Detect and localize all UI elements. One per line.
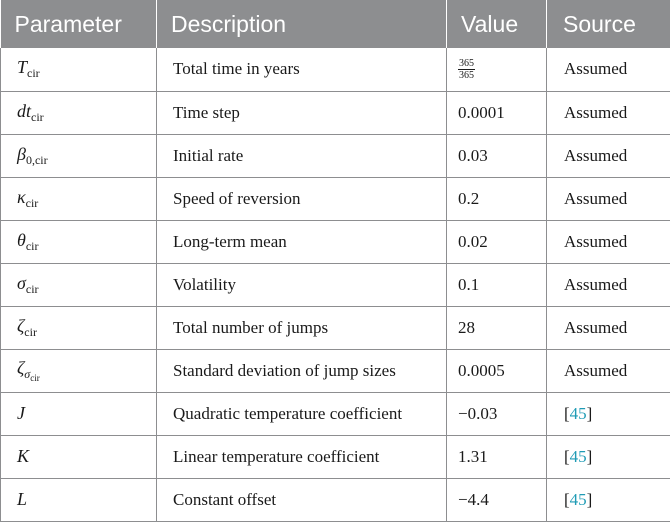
value-cell: 0.2 [447, 177, 547, 220]
nested-subscript: cir [30, 373, 40, 383]
value-cell: 1.31 [447, 435, 547, 478]
fraction-numerator: 365 [459, 57, 474, 69]
description-cell: Time step [157, 91, 447, 134]
description-cell: Speed of reversion [157, 177, 447, 220]
source-cell: Assumed [547, 177, 670, 220]
source-cell: Assumed [547, 91, 670, 134]
value-cell: 0.03 [447, 134, 547, 177]
symbol-subscript: cir [24, 324, 37, 339]
table-row [1, 306, 670, 349]
table-row [1, 392, 670, 435]
value-cell: 0.02 [447, 220, 547, 263]
parameter-cell [1, 349, 157, 392]
parameter-cell [1, 435, 157, 478]
symbol-subscript [24, 367, 39, 381]
reference-link[interactable]: 45 [569, 403, 587, 423]
table-row [1, 177, 670, 220]
symbol-subscript: 0,cir [25, 152, 48, 167]
table-row [1, 263, 670, 306]
description-cell: Initial rate [157, 134, 447, 177]
value-cell: 0.1 [447, 263, 547, 306]
bracket-open: [ [564, 489, 570, 509]
bracket-close: ] [586, 489, 593, 509]
value-cell: 0.0005 [447, 349, 547, 392]
value-cell: −0.03 [447, 392, 547, 435]
parameter-cell [1, 48, 157, 91]
description-cell: Long-term mean [157, 220, 447, 263]
symbol: ζ [17, 315, 25, 336]
table-row [1, 435, 670, 478]
symbol: β [17, 143, 26, 164]
table-row [1, 134, 670, 177]
parameter-cell [1, 478, 157, 521]
symbol-subscript: cir [27, 66, 40, 81]
header-description: Description [157, 0, 447, 48]
symbol: θ [17, 229, 26, 250]
reference-link[interactable]: 45 [569, 446, 587, 466]
header-parameter: Parameter [1, 0, 157, 48]
table-row [1, 48, 670, 91]
description-cell: Standard deviation of jump sizes [157, 349, 447, 392]
table-header [1, 0, 670, 48]
table-row [1, 478, 670, 521]
bracket-close: ] [586, 446, 593, 466]
source-cell: Assumed [547, 134, 670, 177]
reference-link[interactable]: 45 [569, 489, 587, 509]
symbol: dt [17, 100, 32, 121]
parameter-cell [1, 220, 157, 263]
bracket-open: [ [564, 403, 570, 423]
symbol-subscript: cir [25, 195, 39, 210]
symbol: κ [17, 186, 26, 207]
symbol-subscript: cir [25, 238, 39, 253]
symbol: σ [17, 272, 26, 293]
description-cell: Constant offset [157, 478, 447, 521]
source-cell: Assumed [547, 48, 670, 91]
description-cell: Quadratic temperature coefficient [157, 392, 447, 435]
parameter-cell [1, 91, 157, 134]
table-row [1, 349, 670, 392]
symbol-subscript: cir [31, 109, 44, 124]
source-cell: Assumed [547, 263, 670, 306]
symbol: L [17, 489, 28, 509]
bracket-open: [ [564, 446, 570, 466]
table-row [1, 91, 670, 134]
bracket-close: ] [586, 403, 593, 423]
value-cell: 0.0001 [447, 91, 547, 134]
source-cell: Assumed [547, 220, 670, 263]
parameter-cell [1, 134, 157, 177]
symbol-subscript: cir [25, 281, 39, 296]
header-row [1, 0, 670, 48]
parameter-cell [1, 306, 157, 349]
description-cell: Total time in years [157, 48, 447, 91]
value-fraction [458, 58, 475, 81]
value-cell [447, 48, 547, 91]
symbol: ζ [17, 358, 25, 378]
source-cell [547, 478, 670, 521]
description-cell: Total number of jumps [157, 306, 447, 349]
table-row [1, 220, 670, 263]
symbol: J [17, 403, 25, 423]
symbol: K [17, 446, 30, 466]
value-cell: 28 [447, 306, 547, 349]
symbol: T [17, 57, 28, 78]
source-cell: Assumed [547, 349, 670, 392]
parameter-cell [1, 177, 157, 220]
source-cell [547, 435, 670, 478]
description-cell: Linear temperature coefficient [157, 435, 447, 478]
table-body [1, 48, 670, 521]
fraction-denominator: 365 [459, 69, 474, 81]
source-cell [547, 392, 670, 435]
header-source: Source [547, 0, 670, 48]
value-cell: −4.4 [447, 478, 547, 521]
source-cell: Assumed [547, 306, 670, 349]
description-cell: Volatility [157, 263, 447, 306]
header-value: Value [447, 0, 547, 48]
parameter-cell [1, 263, 157, 306]
subscript-symbol: σ [24, 367, 31, 381]
parameter-cell [1, 392, 157, 435]
